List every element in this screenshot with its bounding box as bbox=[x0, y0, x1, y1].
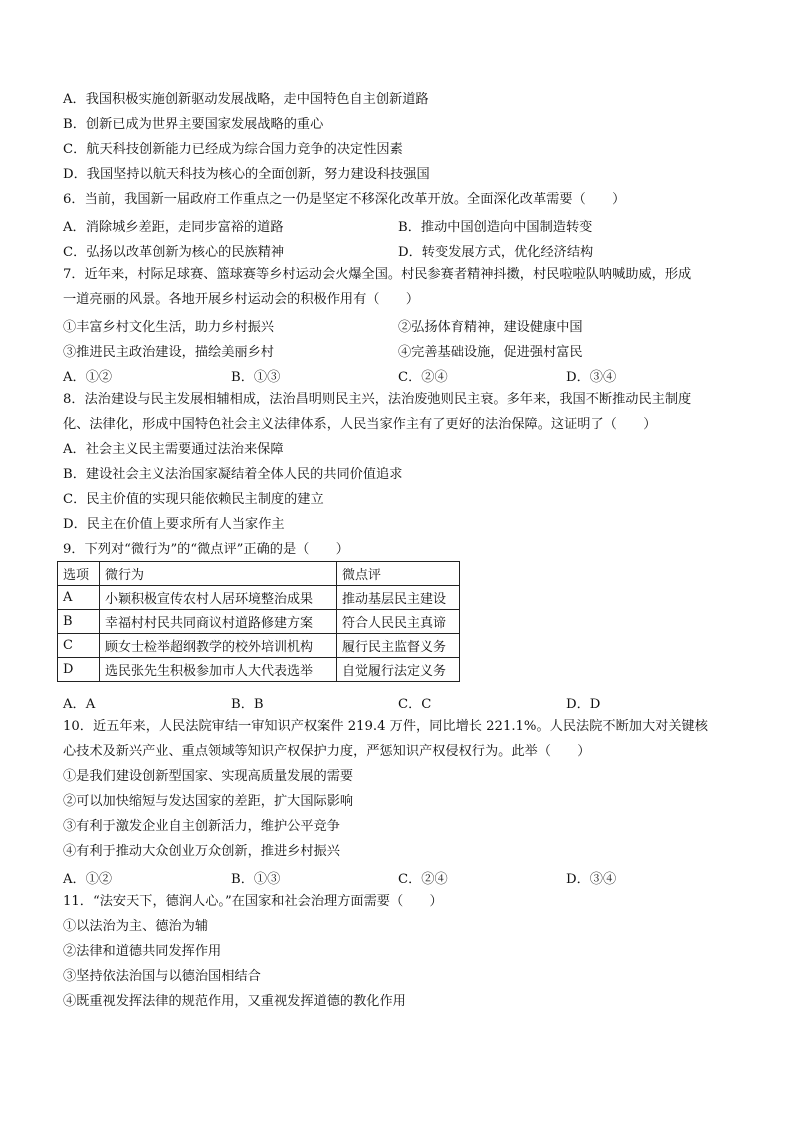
q9-option-d: D．D bbox=[566, 697, 601, 712]
q5-option-b: B．创新已成为世界主要国家发展战略的重心 bbox=[63, 117, 324, 132]
q9-options bbox=[63, 693, 743, 718]
q11-stem: 11．“法安天下，德润人心。”在国家和社会治理方面需要（ ） bbox=[63, 894, 443, 909]
q10-item-4: ④有利于推动大众创业万众创新，推进乡村振兴 bbox=[63, 844, 340, 859]
q11-item-1: ①以法治为主、德治为辅 bbox=[63, 919, 209, 934]
q6-stem: 6．当前，我国新一届政府工作重点之一仍是坚定不移深化改革开放。全面深化改革需要（ ） bbox=[63, 192, 626, 207]
q9-stem: 9．下列对“微行为”的“微点评”正确的是（ ） bbox=[63, 542, 349, 557]
q8-option-b: B．建设社会主义法治国家凝结着全体人民的共同价值追求 bbox=[63, 467, 403, 482]
table-cell: 小颖积极宣传农村人居环境整治成果 bbox=[100, 586, 337, 610]
q10-item-1: ①是我们建设创新型国家、实现高质量发展的需要 bbox=[63, 769, 354, 784]
q10-item-2: ②可以加快缩短与发达国家的差距，扩大国际影响 bbox=[63, 794, 354, 809]
q8-option-d: D．民主在价值上要求所有人当家作主 bbox=[63, 517, 285, 532]
q7-items bbox=[63, 316, 743, 391]
q10-option-d: D．③④ bbox=[566, 872, 617, 887]
q5-option-a: A．我国积极实施创新驱动发展战略，走中国特色自主创新道路 bbox=[63, 92, 429, 107]
table-cell: C bbox=[58, 634, 100, 658]
q11-item-4: ④既重视发挥法律的规范作用，又重视发挥道德的教化作用 bbox=[63, 994, 406, 1009]
q8-option-c: C．民主价值的实现只能依赖民主制度的建立 bbox=[63, 492, 324, 507]
table-cell: 推动基层民主建设 bbox=[337, 586, 460, 610]
q8-stem-line-2: 化、法律化，形成中国特色社会主义法律体系，人民当家作主有了更好的法治保障。这证明了（ ） bbox=[63, 417, 657, 432]
q6-option-d: D．转变发展方式，优化经济结构 bbox=[398, 245, 594, 260]
table-cell: 顾女士检举超纲教学的校外培训机构 bbox=[100, 634, 337, 658]
table-cell: D bbox=[58, 658, 100, 682]
q9-option-a: A．A bbox=[63, 697, 96, 712]
q10-option-c: C．②④ bbox=[398, 872, 448, 887]
table-row bbox=[58, 658, 460, 682]
table-header-cell: 选项 bbox=[58, 562, 100, 586]
q8-stem-line-1: 8．法治建设与民主发展相辅相成，法治昌明则民主兴，法治废弛则民主衰。多年来，我国不断推动民主制度 bbox=[63, 392, 692, 407]
q6-options bbox=[63, 216, 743, 266]
q11-item-2: ②法律和道德共同发挥作用 bbox=[63, 944, 222, 959]
table-cell: B bbox=[58, 610, 100, 634]
q10-item-3: ③有利于激发企业自主创新活力，维护公平竞争 bbox=[63, 819, 340, 834]
table-cell: 履行民主监督义务 bbox=[337, 634, 460, 658]
table-header-cell: 微点评 bbox=[337, 562, 460, 586]
q9-table bbox=[57, 561, 460, 682]
q5-option-d: D．我国坚持以航天科技为核心的全面创新，努力建设科技强国 bbox=[63, 167, 430, 182]
q10-stem-line-2: 心技术及新兴产业、重点领域等知识产权保护力度，严惩知识产权侵权行为。此举（ ） bbox=[63, 744, 591, 759]
table-cell: 自觉履行法定义务 bbox=[337, 658, 460, 682]
q11-item-3: ③坚持依法治国与以德治国相结合 bbox=[63, 969, 261, 984]
q6-option-c: C．弘扬以改革创新为核心的民族精神 bbox=[63, 245, 285, 260]
q10-option-b: B．①③ bbox=[231, 872, 281, 887]
q7-stem-line-2: 一道亮丽的风景。各地开展乡村运动会的积极作用有（ ） bbox=[63, 292, 420, 307]
table-row bbox=[58, 634, 460, 658]
table-row bbox=[58, 586, 460, 610]
q10-option-a: A．①② bbox=[63, 872, 113, 887]
q7-item-2: ②弘扬体育精神，建设健康中国 bbox=[398, 320, 583, 335]
q10-options bbox=[63, 868, 743, 893]
q7-option-b: B．①③ bbox=[231, 370, 281, 385]
q10-stem-line-1: 10．近五年来，人民法院审结一审知识产权案件 219.4 万件，同比增长 221.1%。人民法院不断加大对关键核 bbox=[63, 719, 708, 734]
table-header-cell: 微行为 bbox=[100, 562, 337, 586]
q9-option-c: C．C bbox=[398, 697, 432, 712]
q7-option-d: D．③④ bbox=[566, 370, 617, 385]
table-cell: 幸福村村民共同商议村道路修建方案 bbox=[100, 610, 337, 634]
q7-stem-line-1: 7．近年来，村际足球赛、篮球赛等乡村运动会火爆全国。村民参赛者精神抖擞，村民啦啦队呐喊助威，形成 bbox=[63, 267, 692, 282]
q7-option-c: C．②④ bbox=[398, 370, 448, 385]
q6-option-b: B．推动中国创造向中国制造转变 bbox=[398, 220, 593, 235]
q6-option-a: A．消除城乡差距，走同步富裕的道路 bbox=[63, 220, 284, 235]
table-cell: A bbox=[58, 586, 100, 610]
q7-item-3: ③推进民主政治建设，描绘美丽乡村 bbox=[63, 345, 274, 360]
table-cell: 选民张先生积极参加市人大代表选举 bbox=[100, 658, 337, 682]
q7-item-4: ④完善基础设施，促进强村富民 bbox=[398, 345, 583, 360]
q7-option-a: A．①② bbox=[63, 370, 113, 385]
q9-option-b: B．B bbox=[231, 697, 264, 712]
table-cell: 符合人民民主真谛 bbox=[337, 610, 460, 634]
table-header-row bbox=[58, 562, 460, 586]
q7-item-1: ①丰富乡村文化生活，助力乡村振兴 bbox=[63, 320, 274, 335]
q8-option-a: A．社会主义民主需要通过法治来保障 bbox=[63, 442, 284, 457]
q5-option-c: C．航天科技创新能力已经成为综合国力竞争的决定性因素 bbox=[63, 142, 403, 157]
table-row bbox=[58, 610, 460, 634]
